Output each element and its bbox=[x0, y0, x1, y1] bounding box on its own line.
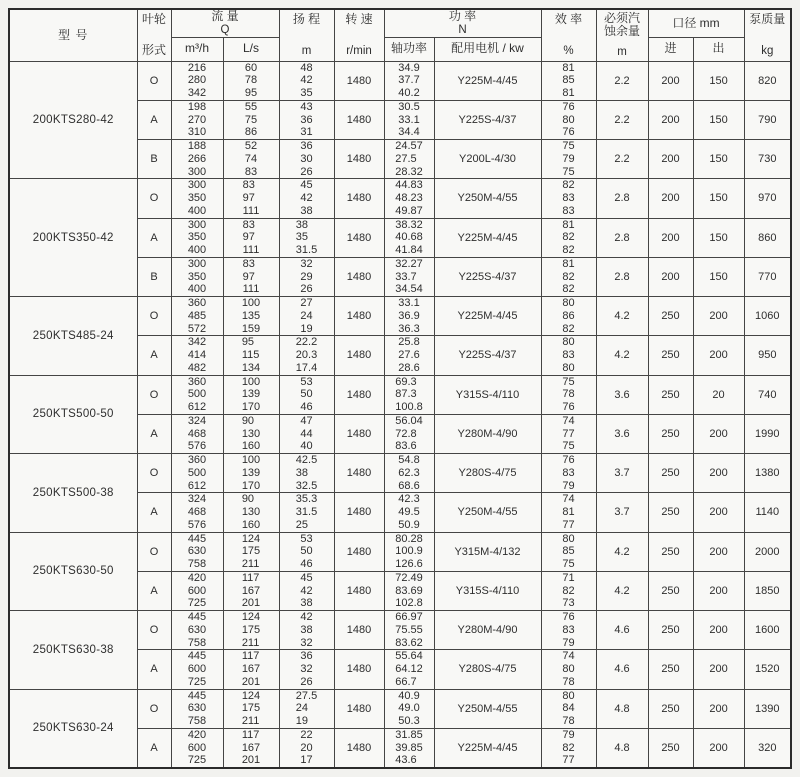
mass-cell: 820 bbox=[744, 61, 791, 100]
efficiency-cell: 82 83 83 bbox=[541, 179, 596, 218]
header-bore-in: 进 bbox=[648, 37, 693, 61]
bore-out-cell: 20 bbox=[693, 375, 744, 414]
speed-cell: 1480 bbox=[334, 336, 384, 375]
speed-cell: 1480 bbox=[334, 454, 384, 493]
mass-cell: 790 bbox=[744, 100, 791, 139]
impeller-form-cell: A bbox=[137, 218, 171, 257]
flow-ls-cell: 90 130 160 bbox=[223, 493, 279, 532]
speed-cell: 1480 bbox=[334, 414, 384, 453]
head-cell: 38 35 31.5 bbox=[279, 218, 334, 257]
speed-cell: 1480 bbox=[334, 375, 384, 414]
efficiency-cell: 75 78 76 bbox=[541, 375, 596, 414]
motor-cell: Y250M-4/55 bbox=[434, 493, 541, 532]
impeller-form-cell: A bbox=[137, 336, 171, 375]
mass-cell: 970 bbox=[744, 179, 791, 218]
flow-ls-cell: 100 135 159 bbox=[223, 297, 279, 336]
mass-cell: 1600 bbox=[744, 611, 791, 650]
shaft-power-cell: 56.04 72.8 83.6 bbox=[384, 414, 434, 453]
motor-cell: Y225M-4/45 bbox=[434, 728, 541, 768]
flow-ls-cell: 124 175 211 bbox=[223, 689, 279, 728]
flow-ls-cell: 124 175 211 bbox=[223, 611, 279, 650]
header-mass-unit: kg bbox=[761, 44, 774, 57]
head-cell: 45 42 38 bbox=[279, 571, 334, 610]
header-flow-symbol: Q bbox=[220, 24, 230, 37]
motor-cell: Y225S-4/37 bbox=[434, 336, 541, 375]
shaft-power-cell: 25.8 27.6 28.6 bbox=[384, 336, 434, 375]
header-bore bbox=[648, 9, 744, 37]
efficiency-cell: 75 79 75 bbox=[541, 140, 596, 179]
mass-cell: 740 bbox=[744, 375, 791, 414]
npsh-cell: 4.8 bbox=[596, 689, 648, 728]
header-head-unit: m bbox=[301, 44, 312, 57]
motor-cell: Y280M-4/90 bbox=[434, 611, 541, 650]
mass-cell: 1990 bbox=[744, 414, 791, 453]
head-cell: 36 30 26 bbox=[279, 140, 334, 179]
header-impeller bbox=[137, 9, 171, 61]
model-cell: 250KTS500-50 bbox=[9, 375, 137, 454]
mass-cell: 730 bbox=[744, 140, 791, 179]
npsh-cell: 2.2 bbox=[596, 140, 648, 179]
bore-in-cell: 250 bbox=[648, 689, 693, 728]
flow-ls-cell: 52 74 83 bbox=[223, 140, 279, 179]
mass-cell: 2000 bbox=[744, 532, 791, 571]
header-bore-label: 口径 mm bbox=[672, 15, 720, 30]
table-body bbox=[9, 61, 791, 768]
motor-cell: Y280S-4/75 bbox=[434, 454, 541, 493]
header-npsh bbox=[596, 9, 648, 61]
motor-cell: Y280S-4/75 bbox=[434, 650, 541, 689]
spec-row bbox=[9, 532, 791, 571]
flow-m3h-cell: 445 630 758 bbox=[171, 689, 223, 728]
flow-m3h-cell: 360 500 612 bbox=[171, 454, 223, 493]
bore-out-cell: 200 bbox=[693, 414, 744, 453]
speed-cell: 1480 bbox=[334, 179, 384, 218]
head-cell: 36 32 26 bbox=[279, 650, 334, 689]
head-cell: 53 50 46 bbox=[279, 375, 334, 414]
bore-in-cell: 200 bbox=[648, 100, 693, 139]
mass-cell: 1520 bbox=[744, 650, 791, 689]
bore-in-cell: 250 bbox=[648, 571, 693, 610]
head-cell: 22.2 20.3 17.4 bbox=[279, 336, 334, 375]
bore-out-cell: 200 bbox=[693, 611, 744, 650]
pump-spec-table bbox=[8, 8, 792, 769]
efficiency-cell: 81 82 82 bbox=[541, 257, 596, 296]
impeller-form-cell: A bbox=[137, 650, 171, 689]
header-head bbox=[279, 9, 334, 61]
head-cell: 42 38 32 bbox=[279, 611, 334, 650]
flow-m3h-cell: 445 630 758 bbox=[171, 532, 223, 571]
bore-in-cell: 250 bbox=[648, 336, 693, 375]
flow-ls-cell: 83 97 111 bbox=[223, 218, 279, 257]
speed-cell: 1480 bbox=[334, 100, 384, 139]
bore-in-cell: 250 bbox=[648, 375, 693, 414]
flow-m3h-cell: 188 266 300 bbox=[171, 140, 223, 179]
shaft-power-cell: 80.28 100.9 126.6 bbox=[384, 532, 434, 571]
bore-in-cell: 250 bbox=[648, 454, 693, 493]
header-impeller-line2: 形式 bbox=[141, 43, 166, 58]
impeller-form-cell: O bbox=[137, 297, 171, 336]
head-cell: 53 50 46 bbox=[279, 532, 334, 571]
impeller-form-cell: B bbox=[137, 257, 171, 296]
flow-ls-cell: 124 175 211 bbox=[223, 532, 279, 571]
head-cell: 32 29 26 bbox=[279, 257, 334, 296]
shaft-power-cell: 31.85 39.85 43.6 bbox=[384, 728, 434, 768]
header-efficiency-label: 效 率 bbox=[554, 12, 583, 27]
npsh-cell: 3.6 bbox=[596, 414, 648, 453]
speed-cell: 1480 bbox=[334, 689, 384, 728]
shaft-power-cell: 24.57 27.5 28.32 bbox=[384, 140, 434, 179]
npsh-cell: 2.8 bbox=[596, 179, 648, 218]
header-npsh-line2: 蚀余量 bbox=[603, 24, 640, 39]
head-cell: 35.3 31.5 25 bbox=[279, 493, 334, 532]
motor-cell: Y315S-4/110 bbox=[434, 571, 541, 610]
shaft-power-cell: 55.64 64.12 66.7 bbox=[384, 650, 434, 689]
header-shaft-power: 轴功率 bbox=[384, 37, 434, 61]
flow-ls-cell: 60 78 95 bbox=[223, 61, 279, 100]
header-efficiency-unit: % bbox=[563, 44, 574, 57]
bore-out-cell: 150 bbox=[693, 257, 744, 296]
mass-cell: 1380 bbox=[744, 454, 791, 493]
header-model-label: 型 号 bbox=[58, 27, 89, 42]
bore-out-cell: 200 bbox=[693, 532, 744, 571]
speed-cell: 1480 bbox=[334, 532, 384, 571]
mass-cell: 1060 bbox=[744, 297, 791, 336]
efficiency-cell: 76 80 76 bbox=[541, 100, 596, 139]
header-motor: 配用电机 / kw bbox=[434, 37, 541, 61]
header-npsh-line1: 必须汽 bbox=[603, 11, 640, 26]
bore-out-cell: 150 bbox=[693, 140, 744, 179]
mass-cell: 950 bbox=[744, 336, 791, 375]
npsh-cell: 4.2 bbox=[596, 532, 648, 571]
flow-m3h-cell: 445 600 725 bbox=[171, 650, 223, 689]
header-flow-ls: L/s bbox=[223, 37, 279, 61]
flow-ls-cell: 95 115 134 bbox=[223, 336, 279, 375]
motor-cell: Y225M-4/45 bbox=[434, 297, 541, 336]
header-npsh-unit: m bbox=[617, 45, 627, 58]
bore-out-cell: 200 bbox=[693, 571, 744, 610]
header-head-label: 扬 程 bbox=[292, 12, 321, 27]
header-impeller-line1: 叶轮 bbox=[141, 12, 166, 27]
flow-m3h-cell: 300 350 400 bbox=[171, 179, 223, 218]
bore-in-cell: 250 bbox=[648, 728, 693, 768]
header-flow bbox=[171, 9, 279, 37]
bore-out-cell: 200 bbox=[693, 728, 744, 768]
bore-out-cell: 200 bbox=[693, 493, 744, 532]
efficiency-cell: 76 83 79 bbox=[541, 611, 596, 650]
bore-out-cell: 150 bbox=[693, 218, 744, 257]
bore-in-cell: 250 bbox=[648, 414, 693, 453]
bore-out-cell: 150 bbox=[693, 179, 744, 218]
head-cell: 47 44 40 bbox=[279, 414, 334, 453]
npsh-cell: 2.2 bbox=[596, 100, 648, 139]
bore-out-cell: 200 bbox=[693, 689, 744, 728]
efficiency-cell: 81 85 81 bbox=[541, 61, 596, 100]
head-cell: 48 42 35 bbox=[279, 61, 334, 100]
model-cell: 250KTS630-38 bbox=[9, 611, 137, 690]
header-bore-out: 出 bbox=[693, 37, 744, 61]
efficiency-cell: 71 82 73 bbox=[541, 571, 596, 610]
header-mass-label: 泵质量 bbox=[749, 12, 786, 27]
speed-cell: 1480 bbox=[334, 571, 384, 610]
bore-out-cell: 200 bbox=[693, 336, 744, 375]
flow-m3h-cell: 324 468 576 bbox=[171, 414, 223, 453]
head-cell: 43 36 31 bbox=[279, 100, 334, 139]
header-power-symbol: N bbox=[458, 24, 467, 37]
motor-cell: Y225S-4/37 bbox=[434, 257, 541, 296]
shaft-power-cell: 34.9 37.7 40.2 bbox=[384, 61, 434, 100]
npsh-cell: 2.2 bbox=[596, 61, 648, 100]
impeller-form-cell: O bbox=[137, 689, 171, 728]
flow-ls-cell: 83 97 111 bbox=[223, 179, 279, 218]
speed-cell: 1480 bbox=[334, 493, 384, 532]
npsh-cell: 4.6 bbox=[596, 611, 648, 650]
efficiency-cell: 80 83 80 bbox=[541, 336, 596, 375]
bore-in-cell: 250 bbox=[648, 297, 693, 336]
efficiency-cell: 80 84 78 bbox=[541, 689, 596, 728]
spec-row bbox=[9, 61, 791, 100]
bore-in-cell: 250 bbox=[648, 611, 693, 650]
motor-cell: Y250M-4/55 bbox=[434, 179, 541, 218]
head-cell: 45 42 38 bbox=[279, 179, 334, 218]
flow-ls-cell: 117 167 201 bbox=[223, 728, 279, 768]
speed-cell: 1480 bbox=[334, 140, 384, 179]
impeller-form-cell: O bbox=[137, 179, 171, 218]
bore-in-cell: 250 bbox=[648, 650, 693, 689]
motor-cell: Y315S-4/110 bbox=[434, 375, 541, 414]
model-cell: 200KTS350-42 bbox=[9, 179, 137, 297]
header-efficiency bbox=[541, 9, 596, 61]
shaft-power-cell: 72.49 83.69 102.8 bbox=[384, 571, 434, 610]
flow-ls-cell: 100 139 170 bbox=[223, 375, 279, 414]
impeller-form-cell: A bbox=[137, 571, 171, 610]
header-speed bbox=[334, 9, 384, 61]
efficiency-cell: 74 77 75 bbox=[541, 414, 596, 453]
motor-cell: Y225S-4/37 bbox=[434, 100, 541, 139]
header-flow-m3h: m³/h bbox=[171, 37, 223, 61]
spec-row bbox=[9, 689, 791, 728]
speed-cell: 1480 bbox=[334, 650, 384, 689]
bore-out-cell: 200 bbox=[693, 297, 744, 336]
bore-in-cell: 200 bbox=[648, 179, 693, 218]
impeller-form-cell: O bbox=[137, 454, 171, 493]
mass-cell: 1140 bbox=[744, 493, 791, 532]
flow-ls-cell: 55 75 86 bbox=[223, 100, 279, 139]
efficiency-cell: 80 85 75 bbox=[541, 532, 596, 571]
header-mass bbox=[744, 9, 791, 61]
npsh-cell: 2.8 bbox=[596, 257, 648, 296]
spec-row bbox=[9, 611, 791, 650]
flow-m3h-cell: 216 280 342 bbox=[171, 61, 223, 100]
impeller-form-cell: A bbox=[137, 100, 171, 139]
speed-cell: 1480 bbox=[334, 257, 384, 296]
shaft-power-cell: 42.3 49.5 50.9 bbox=[384, 493, 434, 532]
speed-cell: 1480 bbox=[334, 218, 384, 257]
bore-in-cell: 200 bbox=[648, 140, 693, 179]
flow-ls-cell: 90 130 160 bbox=[223, 414, 279, 453]
spec-row bbox=[9, 375, 791, 414]
flow-m3h-cell: 445 630 758 bbox=[171, 611, 223, 650]
shaft-power-cell: 32.27 33.7 34.54 bbox=[384, 257, 434, 296]
bore-in-cell: 200 bbox=[648, 218, 693, 257]
motor-cell: Y315M-4/132 bbox=[434, 532, 541, 571]
shaft-power-cell: 38.32 40.68 41.84 bbox=[384, 218, 434, 257]
header-speed-unit: r/min bbox=[346, 44, 372, 57]
flow-ls-cell: 100 139 170 bbox=[223, 454, 279, 493]
efficiency-cell: 74 80 78 bbox=[541, 650, 596, 689]
speed-cell: 1480 bbox=[334, 611, 384, 650]
spec-row bbox=[9, 297, 791, 336]
npsh-cell: 4.6 bbox=[596, 650, 648, 689]
bore-in-cell: 200 bbox=[648, 257, 693, 296]
header-speed-label: 转 速 bbox=[345, 12, 373, 27]
speed-cell: 1480 bbox=[334, 297, 384, 336]
bore-out-cell: 150 bbox=[693, 61, 744, 100]
npsh-cell: 4.2 bbox=[596, 571, 648, 610]
flow-m3h-cell: 324 468 576 bbox=[171, 493, 223, 532]
npsh-cell: 3.7 bbox=[596, 493, 648, 532]
npsh-cell: 4.2 bbox=[596, 336, 648, 375]
header-power-label: 功 率 bbox=[448, 9, 477, 24]
flow-m3h-cell: 420 600 725 bbox=[171, 571, 223, 610]
impeller-form-cell: A bbox=[137, 493, 171, 532]
shaft-power-cell: 33.1 36.9 36.3 bbox=[384, 297, 434, 336]
flow-m3h-cell: 300 350 400 bbox=[171, 218, 223, 257]
efficiency-cell: 76 83 79 bbox=[541, 454, 596, 493]
shaft-power-cell: 30.5 33.1 34.4 bbox=[384, 100, 434, 139]
shaft-power-cell: 66.97 75.55 83.62 bbox=[384, 611, 434, 650]
npsh-cell: 4.8 bbox=[596, 728, 648, 768]
spec-row bbox=[9, 179, 791, 218]
model-cell: 250KTS500-38 bbox=[9, 454, 137, 533]
flow-ls-cell: 83 97 111 bbox=[223, 257, 279, 296]
impeller-form-cell: O bbox=[137, 61, 171, 100]
shaft-power-cell: 40.9 49.0 50.3 bbox=[384, 689, 434, 728]
npsh-cell: 2.8 bbox=[596, 218, 648, 257]
model-cell: 250KTS485-24 bbox=[9, 297, 137, 376]
bore-in-cell: 250 bbox=[648, 493, 693, 532]
npsh-cell: 4.2 bbox=[596, 297, 648, 336]
flow-ls-cell: 117 167 201 bbox=[223, 571, 279, 610]
model-cell: 250KTS630-50 bbox=[9, 532, 137, 611]
spec-row bbox=[9, 454, 791, 493]
mass-cell: 320 bbox=[744, 728, 791, 768]
bore-in-cell: 200 bbox=[648, 61, 693, 100]
efficiency-cell: 79 82 77 bbox=[541, 728, 596, 768]
head-cell: 42.5 38 32.5 bbox=[279, 454, 334, 493]
impeller-form-cell: O bbox=[137, 611, 171, 650]
mass-cell: 1390 bbox=[744, 689, 791, 728]
bore-out-cell: 150 bbox=[693, 100, 744, 139]
mass-cell: 860 bbox=[744, 218, 791, 257]
flow-ls-cell: 117 167 201 bbox=[223, 650, 279, 689]
flow-m3h-cell: 300 350 400 bbox=[171, 257, 223, 296]
efficiency-cell: 74 81 77 bbox=[541, 493, 596, 532]
shaft-power-cell: 44.83 48.23 49.87 bbox=[384, 179, 434, 218]
header-model bbox=[9, 9, 137, 61]
header-power bbox=[384, 9, 541, 37]
flow-m3h-cell: 420 600 725 bbox=[171, 728, 223, 768]
bore-out-cell: 200 bbox=[693, 650, 744, 689]
shaft-power-cell: 54.8 62.3 68.6 bbox=[384, 454, 434, 493]
motor-cell: Y225M-4/45 bbox=[434, 218, 541, 257]
motor-cell: Y225M-4/45 bbox=[434, 61, 541, 100]
flow-m3h-cell: 198 270 310 bbox=[171, 100, 223, 139]
motor-cell: Y250M-4/55 bbox=[434, 689, 541, 728]
npsh-cell: 3.6 bbox=[596, 375, 648, 414]
speed-cell: 1480 bbox=[334, 728, 384, 768]
npsh-cell: 3.7 bbox=[596, 454, 648, 493]
header-flow-label: 流 量 bbox=[211, 9, 239, 24]
mass-cell: 1850 bbox=[744, 571, 791, 610]
speed-cell: 1480 bbox=[334, 61, 384, 100]
table-header bbox=[9, 9, 791, 61]
impeller-form-cell: A bbox=[137, 414, 171, 453]
flow-m3h-cell: 360 500 612 bbox=[171, 375, 223, 414]
bore-in-cell: 250 bbox=[648, 532, 693, 571]
impeller-form-cell: B bbox=[137, 140, 171, 179]
model-cell: 250KTS630-24 bbox=[9, 689, 137, 768]
head-cell: 22 20 17 bbox=[279, 728, 334, 768]
impeller-form-cell: O bbox=[137, 532, 171, 571]
flow-m3h-cell: 342 414 482 bbox=[171, 336, 223, 375]
efficiency-cell: 81 82 82 bbox=[541, 218, 596, 257]
head-cell: 27 24 19 bbox=[279, 297, 334, 336]
motor-cell: Y200L-4/30 bbox=[434, 140, 541, 179]
impeller-form-cell: A bbox=[137, 728, 171, 768]
impeller-form-cell: O bbox=[137, 375, 171, 414]
efficiency-cell: 80 86 82 bbox=[541, 297, 596, 336]
model-cell: 200KTS280-42 bbox=[9, 61, 137, 179]
flow-m3h-cell: 360 485 572 bbox=[171, 297, 223, 336]
shaft-power-cell: 69.3 87.3 100.8 bbox=[384, 375, 434, 414]
bore-out-cell: 200 bbox=[693, 454, 744, 493]
mass-cell: 770 bbox=[744, 257, 791, 296]
motor-cell: Y280M-4/90 bbox=[434, 414, 541, 453]
head-cell: 27.5 24 19 bbox=[279, 689, 334, 728]
